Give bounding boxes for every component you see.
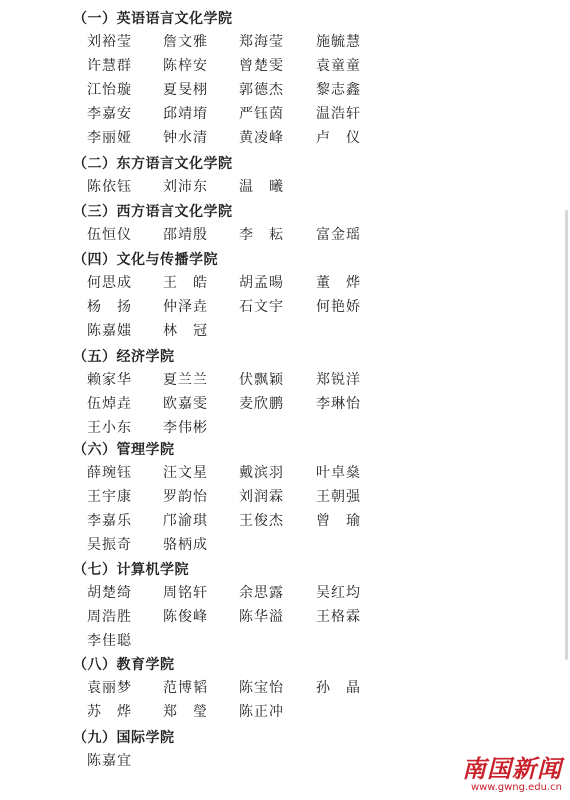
college-heading: （七）计算机学院 [73, 562, 189, 578]
student-name: 范博韬 [163, 680, 208, 696]
student-name: 伏飘颖 [239, 372, 284, 388]
student-name: 刘裕莹 [87, 34, 132, 50]
student-name: 曾 瑜 [316, 513, 361, 529]
student-name: 夏兰兰 [163, 372, 208, 388]
student-name: 夏旻栩 [163, 82, 208, 98]
student-name: 黎志鑫 [316, 82, 361, 98]
student-name: 王格霖 [316, 609, 361, 625]
student-name: 袁丽梦 [87, 680, 132, 696]
student-name: 戴滨羽 [239, 465, 284, 481]
student-name: 伍焯垚 [87, 396, 132, 412]
student-name: 何思成 [87, 275, 132, 291]
college-heading: （一）英语语言文化学院 [73, 11, 233, 27]
student-name: 陈俊峰 [163, 609, 208, 625]
student-name: 温 曦 [239, 179, 284, 195]
student-name: 李丽娅 [87, 130, 132, 146]
student-name: 胡孟暘 [239, 275, 284, 291]
student-name: 王宇康 [87, 489, 132, 505]
student-name: 李琳怡 [316, 396, 361, 412]
student-name: 温浩轩 [316, 106, 361, 122]
student-name: 苏 烨 [87, 704, 132, 720]
student-name: 郑 瑩 [163, 704, 208, 720]
student-name: 赖家华 [87, 372, 132, 388]
student-name: 麦欣鹏 [239, 396, 284, 412]
student-name: 李佳聪 [87, 633, 132, 649]
scrollbar[interactable] [565, 210, 568, 660]
watermark [462, 756, 562, 794]
student-name: 薛琬钰 [87, 465, 132, 481]
student-name: 严钰茵 [239, 106, 284, 122]
college-heading: （八）教育学院 [73, 657, 175, 673]
watermark-url: www.gwng.edu.cn [470, 782, 562, 793]
student-name: 李 耘 [239, 227, 284, 243]
student-name: 罗韵怡 [163, 489, 208, 505]
watermark-logo: 南国新闻 [462, 754, 562, 783]
student-name: 李伟彬 [163, 420, 208, 436]
student-name: 骆柄成 [163, 537, 208, 553]
student-name: 何艳娇 [316, 299, 361, 315]
student-name: 杨 扬 [87, 299, 132, 315]
student-name: 郑锐洋 [316, 372, 361, 388]
student-name: 陈华溢 [239, 609, 284, 625]
student-name: 欧嘉雯 [163, 396, 208, 412]
student-name: 董 烨 [316, 275, 361, 291]
student-name: 石文宇 [239, 299, 284, 315]
college-heading: （三）西方语言文化学院 [73, 204, 233, 220]
student-name: 李嘉乐 [87, 513, 132, 529]
college-heading: （九）国际学院 [73, 730, 175, 746]
student-name: 陈依钰 [87, 179, 132, 195]
student-name: 孙 晶 [316, 680, 361, 696]
student-name: 余思露 [239, 585, 284, 601]
student-name: 钟水清 [163, 130, 208, 146]
student-name: 刘润霖 [239, 489, 284, 505]
student-name: 卢 仪 [316, 130, 361, 146]
student-name: 黄凌峰 [239, 130, 284, 146]
student-name: 郑海莹 [239, 34, 284, 50]
student-name: 许慧群 [87, 58, 132, 74]
student-name: 邝渝琪 [163, 513, 208, 529]
student-name: 周浩胜 [87, 609, 132, 625]
student-name: 邵靖殷 [163, 227, 208, 243]
student-name: 陈梓安 [163, 58, 208, 74]
student-name: 周铭轩 [163, 585, 208, 601]
college-heading: （六）管理学院 [73, 442, 175, 458]
college-heading: （二）东方语言文化学院 [73, 156, 233, 172]
student-name: 吴振奇 [87, 537, 132, 553]
student-name: 仲泽垚 [163, 299, 208, 315]
student-name: 王小东 [87, 420, 132, 436]
student-name: 袁童童 [316, 58, 361, 74]
student-name: 富金瑶 [316, 227, 361, 243]
college-heading: （五）经济学院 [73, 349, 175, 365]
student-name: 伍恒仪 [87, 227, 132, 243]
student-name: 詹文雅 [163, 34, 208, 50]
student-name: 林 冠 [163, 323, 208, 339]
student-name: 刘沛东 [163, 179, 208, 195]
student-name: 叶卓燊 [316, 465, 361, 481]
student-name: 王俊杰 [239, 513, 284, 529]
student-name: 陈正冲 [239, 704, 284, 720]
student-name: 郭德杰 [239, 82, 284, 98]
student-name: 李嘉安 [87, 106, 132, 122]
student-name: 曾楚雯 [239, 58, 284, 74]
student-name: 王朝强 [316, 489, 361, 505]
college-heading: （四）文化与传播学院 [73, 252, 218, 268]
student-name: 施毓慧 [316, 34, 361, 50]
student-name: 陈宝怡 [239, 680, 284, 696]
student-name: 陈嘉宜 [87, 753, 132, 769]
student-name: 陈嘉媸 [87, 323, 132, 339]
student-name: 江怡璇 [87, 82, 132, 98]
student-name: 汪文星 [163, 465, 208, 481]
student-name: 胡楚绮 [87, 585, 132, 601]
student-name: 邱靖堉 [163, 106, 208, 122]
student-name: 吴红均 [316, 585, 361, 601]
student-name: 王 皓 [163, 275, 208, 291]
